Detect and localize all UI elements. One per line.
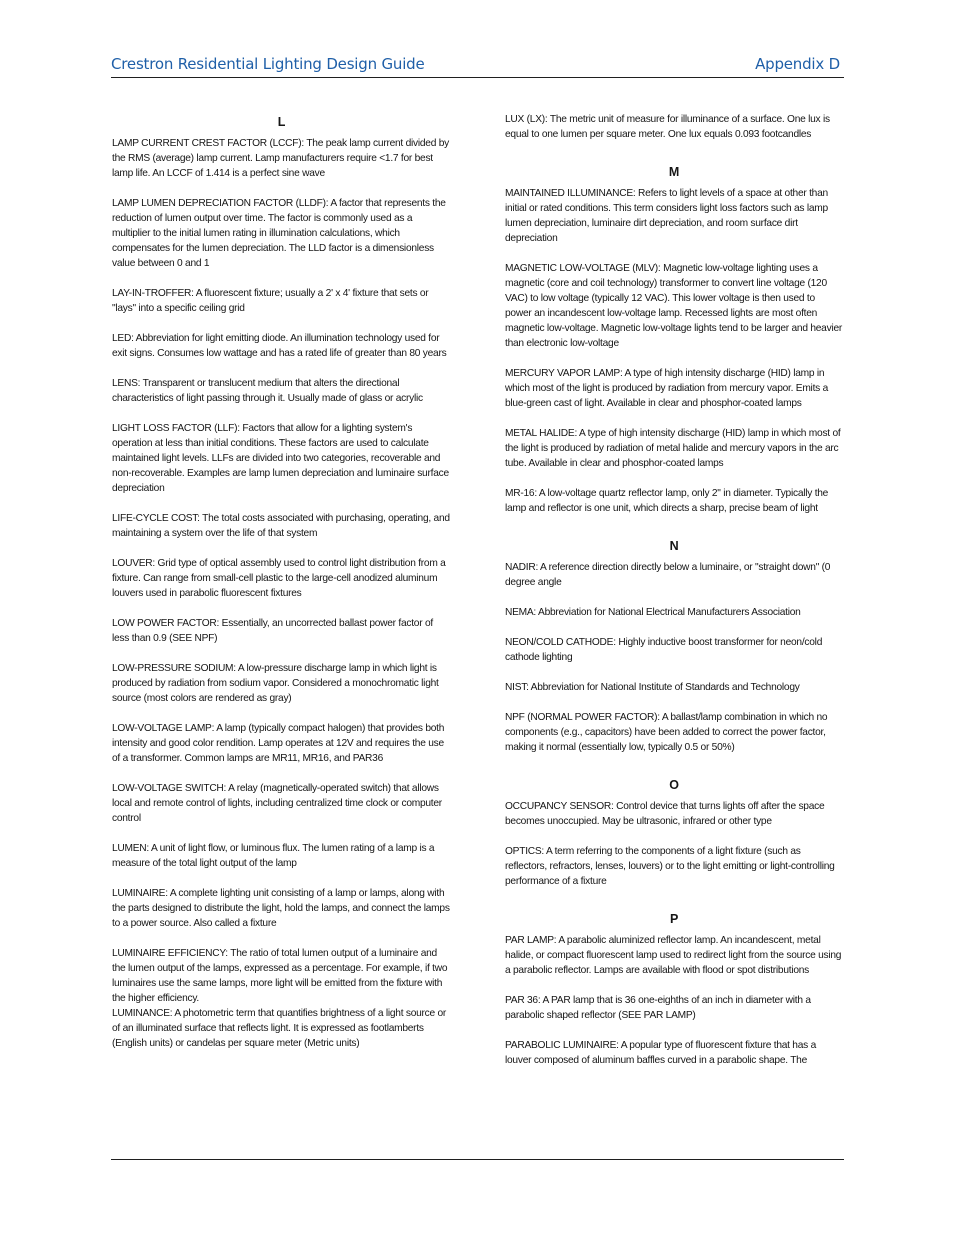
glossary-entry: PARABOLIC LUMINAIRE: A popular type of fluorescent fixture that has a louver composed of aluminum baffles curved in a parabolic shape. The xyxy=(505,1040,816,1066)
letter-heading-m: M xyxy=(668,165,680,179)
letter-heading-n: N xyxy=(669,539,679,553)
glossary-entry: PAR LAMP: A parabolic aluminized reflector lamp. An incandescent, metal halide, or compact fluorescent lamp used to redirect light from the source using a parabolic reflector. Lamps are available with flood or spot distributions xyxy=(505,935,842,976)
glossary-entry: MAGNETIC LOW-VOLTAGE (MLV): Magnetic low-voltage lighting uses a magnetic (core and coil technology) transformer to convert line voltage (120 VAC) to low voltage (typically 12 VAC). This lower voltage is then used to power an incandescent low-voltage lamp. Recessed lights are most often magnetic low-voltage. Magnetic low-voltage lights tend to be larger and heavier than electronic low-voltage xyxy=(505,263,843,349)
glossary-entry: LED: Abbreviation for light emitting diode. An illumination technology used for exit signs. Consumes low wattage and has a rated life of greater than 80 years xyxy=(112,333,447,359)
footer-rule xyxy=(111,1159,844,1160)
glossary-entry: LOW-VOLTAGE LAMP: A lamp (typically compact halogen) that provides both intensity and good color rendition. Lamp operates at 12V and requires the use of a transformer. Common lamps are MR11, MR16, and PAR36 xyxy=(112,723,445,764)
glossary-entry: NIST: Abbreviation for National Institute of Standards and Technology xyxy=(505,682,800,693)
glossary-entry: LUMEN: A unit of light flow, or luminous flux. The lumen rating of a lamp is a measure of the total light output of the lamp xyxy=(112,843,435,869)
glossary-entry: LUMINANCE: A photometric term that quantifies brightness of a light source or of an illuminated surface that reflects light. It is expressed as footlamberts (English units) or candelas per square meter (Metric units) xyxy=(112,1008,447,1049)
glossary-entry: NPF (NORMAL POWER FACTOR): A ballast/lamp combination in which no components (e.g., capacitors) have been added to correct the power factor, making it normal (essentially low, typically 0.5 or 50%) xyxy=(505,712,828,753)
right-column xyxy=(505,112,843,1083)
letter-heading-p: P xyxy=(669,912,679,926)
glossary-entry: OPTICS: A term referring to the components of a light fixture (such as reflectors, refractors, lenses, louvers) or to the light emitting or light-controlling performance of a fixture xyxy=(505,846,835,887)
document-title: Crestron Residential Lighting Design Guide xyxy=(111,55,425,73)
glossary-entry: LUX (LX): The metric unit of measure for illuminance of a surface. One lux is equal to one lumen per square meter. One lux equals 0.093 footcandles xyxy=(505,114,830,140)
glossary-entry: LOW-PRESSURE SODIUM: A low-pressure discharge lamp in which light is produced by radiation from sodium vapor. Considered a monochromatic light source (most colors are rendered as gray) xyxy=(112,663,439,704)
section-spacer xyxy=(505,770,843,777)
glossary-entry: LIGHT LOSS FACTOR (LLF): Factors that allow for a lighting system's operation at less than initial conditions. These factors are used to calculate maintained light levels. LLFs are divided into two categories, recoverable and non-recoverable. Examples are lamp lumen depreciation and luminaire surface depreciation xyxy=(112,423,449,494)
glossary-entry: MR-16: A low-voltage quartz reflector lamp, only 2" in diameter. Typically the lamp and reflector is one unit, which directs a sharp, precise beam of light xyxy=(505,488,829,514)
appendix-label: Appendix D xyxy=(755,55,840,73)
glossary-entry: NADIR: A reference direction directly below a luminaire, or "straight down" (0 degree angle xyxy=(505,562,831,588)
glossary-entry: LAY-IN-TROFFER: A fluorescent fixture; usually a 2' x 4' fixture that sets or "lays" into a specific ceiling grid xyxy=(112,288,429,314)
glossary-entry: LOW-VOLTAGE SWITCH: A relay (magnetically-operated switch) that allows local and remote control of lights, including centralized time clock or computer control xyxy=(112,783,442,824)
page-header xyxy=(111,55,844,78)
section-spacer xyxy=(505,157,843,164)
glossary-entry: LUMINAIRE: A complete lighting unit consisting of a lamp or lamps, along with the parts designed to distribute the light, hold the lamps, and connect the lamps to a power source. Also called a fixture xyxy=(112,888,450,929)
glossary-entry: MERCURY VAPOR LAMP: A type of high intensity discharge (HID) lamp in which most of the light is produced by radiation from mercury vapor. Emits a blue-green cast of light. Available in clear and phosphor-coated lamps xyxy=(505,368,828,409)
section-spacer xyxy=(505,531,843,538)
glossary-entry: LAMP LUMEN DEPRECIATION FACTOR (LLDF): A factor that represents the reduction of lumen output over time. The factor is commonly used as a multiplier to the initial lumen rating in illumination calculations, which compensates for the lumen depreciation. The LLD factor is a dimensionless value between 0 and 1 xyxy=(112,198,446,269)
section-spacer xyxy=(505,904,843,911)
letter-heading-l: L xyxy=(277,115,286,129)
glossary-entry: NEON/COLD CATHODE: Highly inductive boost transformer for neon/cold cathode lighting xyxy=(505,637,823,663)
glossary-entry: LUMINAIRE EFFICIENCY: The ratio of total lumen output of a luminaire and the lumen output of the lamps, expressed as a percentage. For example, if two luminaires use the same lamps, more light will be emitted from the fixture with the higher efficiency. xyxy=(112,948,448,1004)
glossary-entry: LAMP CURRENT CREST FACTOR (LCCF): The peak lamp current divided by the RMS (average) lamp current. Lamp manufacturers require <1.7 for best lamp life. An LCCF of 1.414 is a perfect sine wave xyxy=(112,138,449,179)
glossary-entry: NEMA: Abbreviation for National Electrical Manufacturers Association xyxy=(505,607,801,618)
glossary-entry: LENS: Transparent or translucent medium that alters the directional characteristics of light passing through it. Usually made of glass or acrylic xyxy=(112,378,423,404)
glossary-entry: OCCUPANCY SENSOR: Control device that turns lights off after the space becomes unoccupied. May be ultrasonic, infrared or other type xyxy=(505,801,825,827)
glossary-entry: LIFE-CYCLE COST: The total costs associated with purchasing, operating, and maintaining a system over the life of that system xyxy=(112,513,450,539)
left-column xyxy=(112,112,451,1066)
letter-heading-o: O xyxy=(669,778,679,792)
glossary-entry: MAINTAINED ILLUMINANCE: Refers to light levels of a space at other than initial or rated conditions. This term considers light loss factors such as lamp lumen depreciation, luminaire dirt depreciation, and room surface dirt depreciation xyxy=(505,188,828,244)
glossary-entry: LOUVER: Grid type of optical assembly used to control light distribution from a fixture. Can range from small-cell plastic to the large-cell anodized aluminum louvers used in parabolic fluorescent fixtures xyxy=(112,558,446,599)
glossary-entry: LOW POWER FACTOR: Essentially, an uncorrected ballast power factor of less than 0.9 (SEE NPF) xyxy=(112,618,433,644)
glossary-entry: PAR 36: A PAR lamp that is 36 one-eighths of an inch in diameter with a parabolic shaped reflector (SEE PAR LAMP) xyxy=(505,995,811,1021)
glossary-entry: METAL HALIDE: A type of high intensity discharge (HID) lamp in which most of the light is produced by radiation of metal halide and mercury vapors in the arc tube. Available in clear and phosphor-coated lamps xyxy=(505,428,841,469)
